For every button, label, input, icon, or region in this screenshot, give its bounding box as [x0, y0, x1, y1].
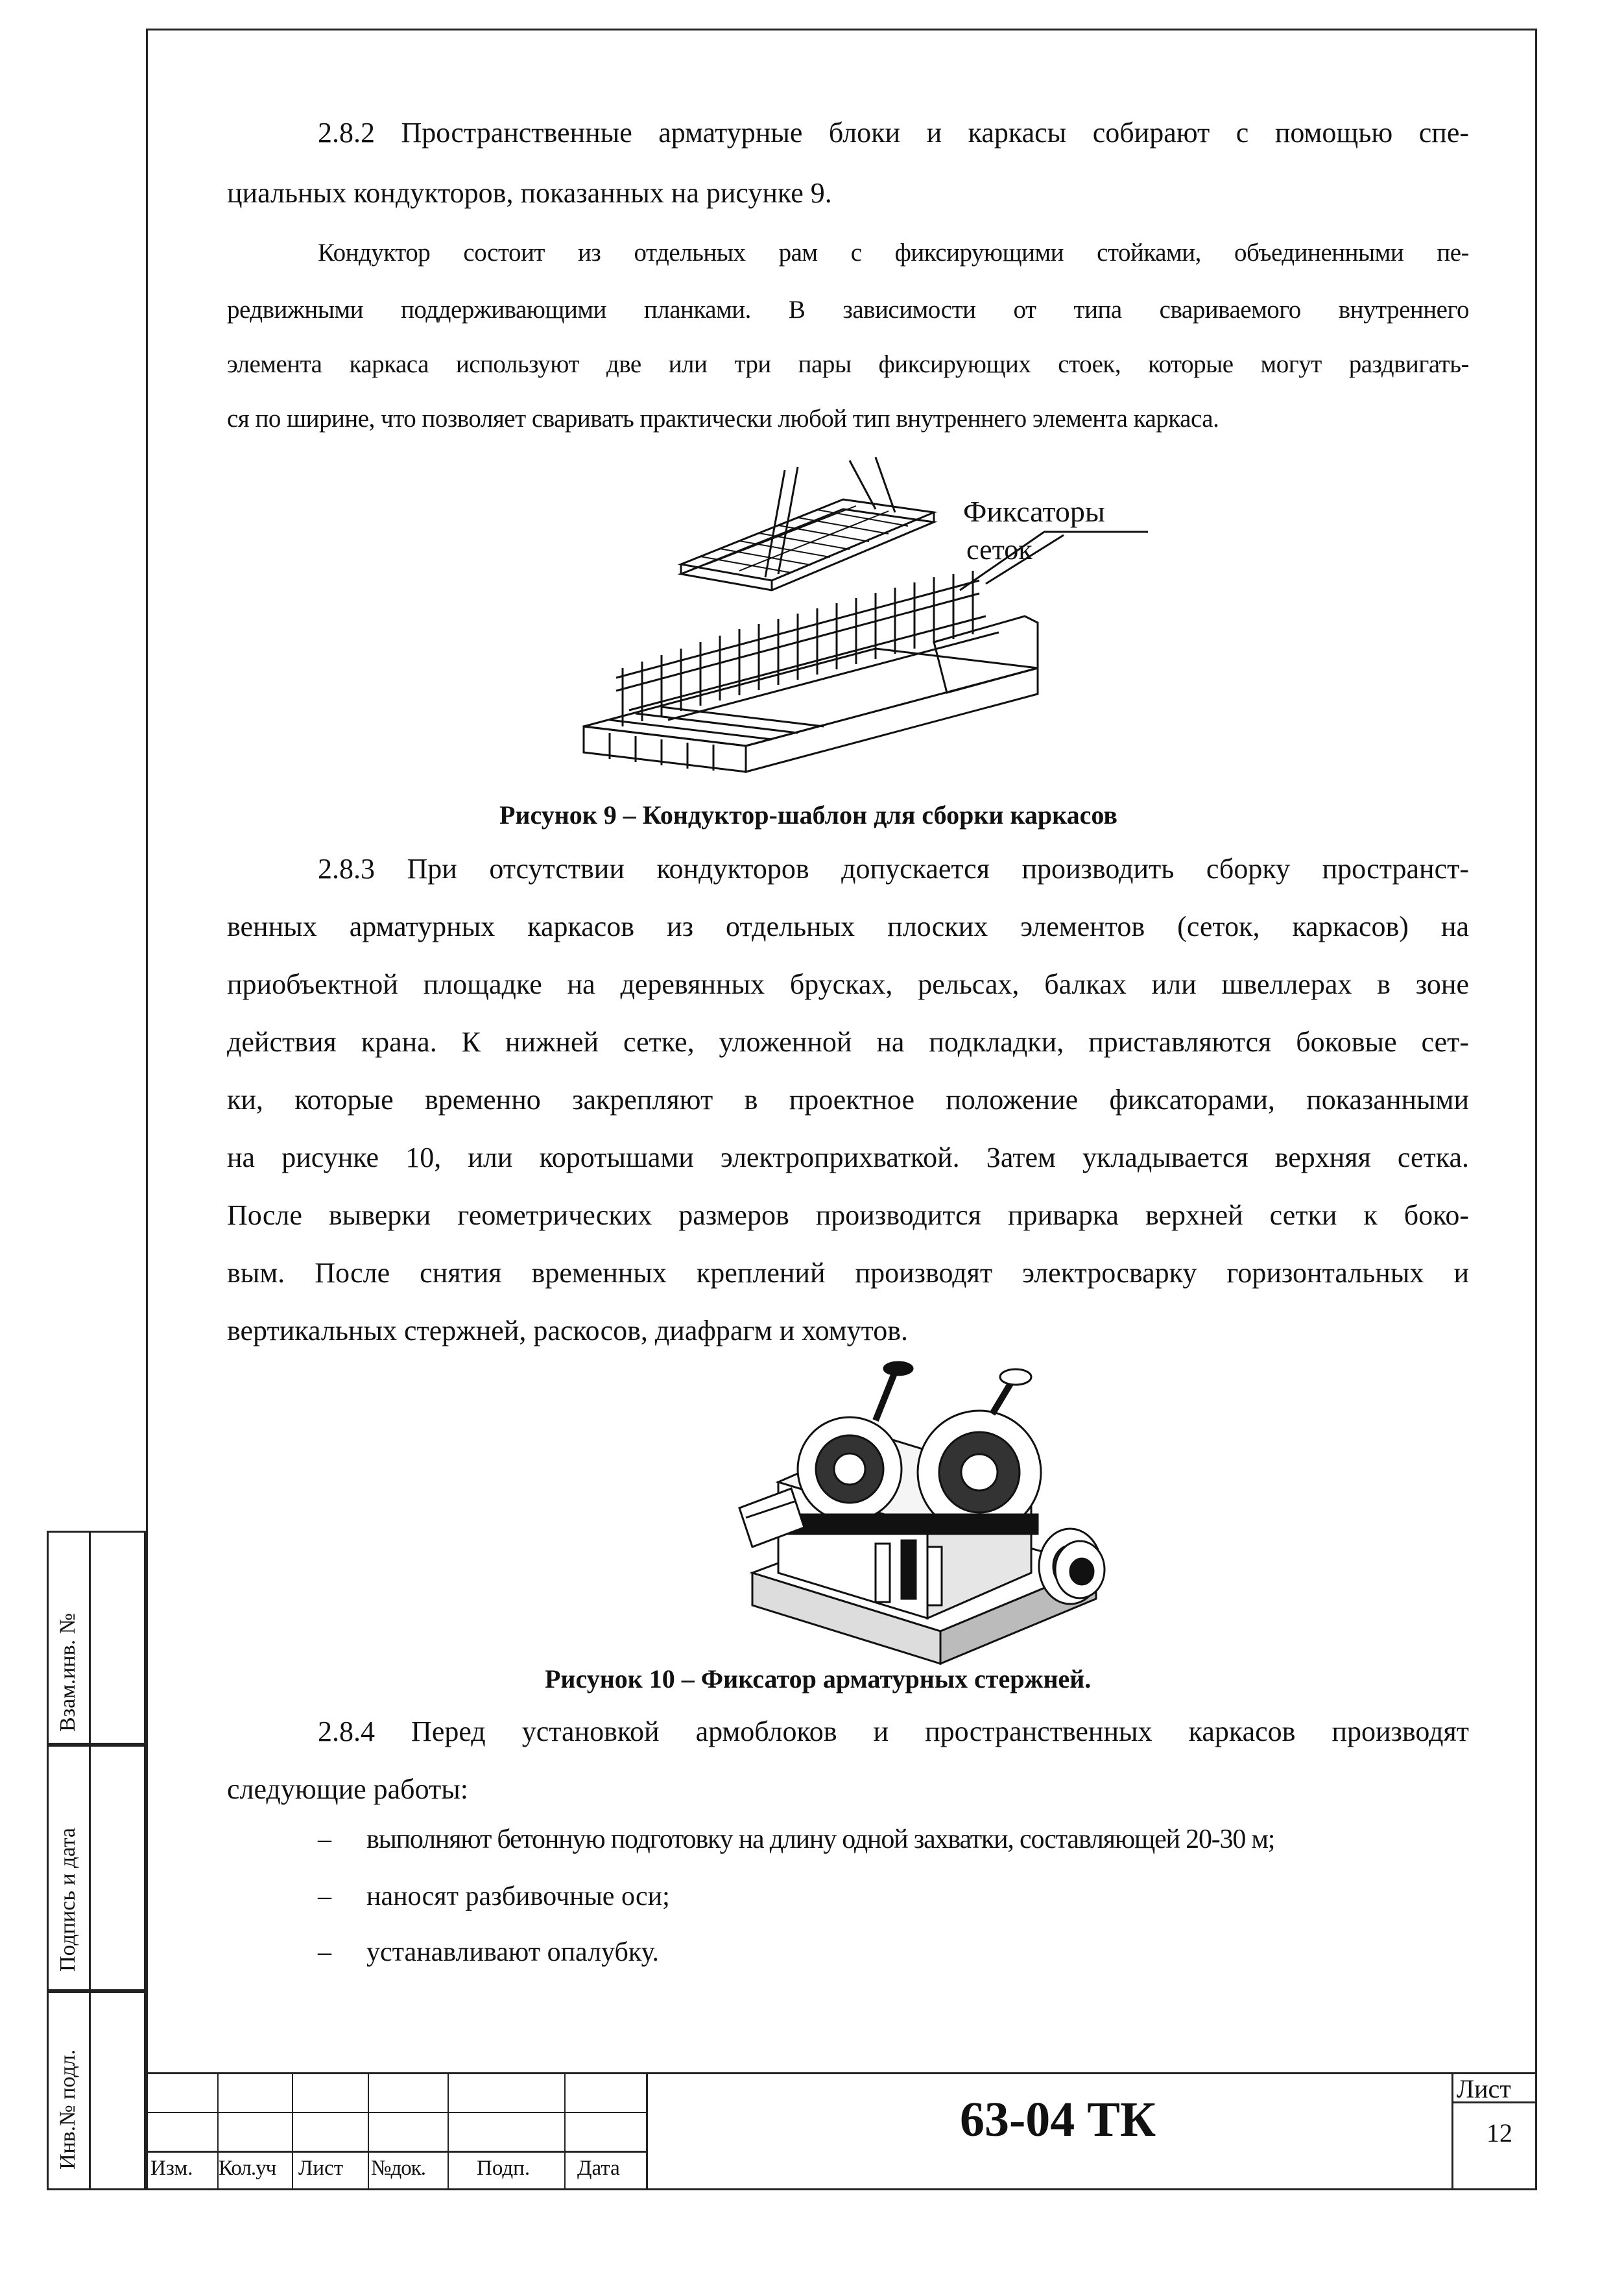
- side-label-vzam: Взам.инв. №: [56, 1612, 80, 1732]
- col-ndok: №док.: [371, 2157, 426, 2180]
- text-line: 2.8.2 Пространственные арматурные блоки и каркасы собирают с помощью спе-: [318, 117, 1469, 149]
- text-line: действия крана. К нижней сетке, уложенной на подкладки, приставляются боковые сет-: [227, 1026, 1469, 1058]
- rev-col-line: [448, 2072, 449, 2190]
- text-line: венных арматурных каркасов из отдельных плоских элементов (сеток, каркасов) на: [227, 911, 1469, 942]
- text-line: вым. После снятия временных креплений производят электросварку горизонтальных и: [227, 1257, 1469, 1289]
- text-line: элемента каркаса используют две или три пары фиксирующих стоек, которые могут раздвигать-: [227, 350, 1469, 378]
- text-line: 2.8.4 Перед установкой армоблоков и пространственных каркасов производят: [318, 1716, 1469, 1747]
- bullet-dash: –: [318, 1937, 331, 1967]
- rev-row-line: [146, 2151, 647, 2153]
- side-label-podpis: Подпись и дата: [56, 1828, 80, 1972]
- col-data: Дата: [577, 2157, 620, 2180]
- text-line: вертикальных стержней, раскосов, диафрагм и хомутов.: [227, 1315, 909, 1346]
- text-line: приобъектной площадке на деревянных брусках, рельсах, балках или швеллерах в зоне: [227, 968, 1469, 1000]
- title-block-top-line: [146, 2072, 1537, 2074]
- bullet-dash: –: [318, 1882, 331, 1911]
- bullet-dash: –: [318, 1824, 331, 1854]
- figure-9-label-setok: сеток: [966, 534, 1033, 566]
- col-izm: Изм.: [150, 2157, 193, 2180]
- side-label-inv: Инв.№ подл.: [56, 2049, 80, 2170]
- sheet-label: Лист: [1457, 2074, 1511, 2103]
- document-code: 63-04 ТК: [960, 2092, 1156, 2147]
- bullet-item: устанавливают опалубку.: [366, 1937, 659, 1967]
- rev-row-line: [146, 2112, 647, 2113]
- text-line: После выверки геометрических размеров производится приварка верхней сетки к боко-: [227, 1199, 1469, 1231]
- figure-10-caption: Рисунок 10 – Фиксатор арматурных стержней.: [545, 1664, 1092, 1693]
- sheet-number: 12: [1487, 2118, 1512, 2147]
- rev-col-line: [292, 2072, 293, 2190]
- figure-10-fixator-drawing: [733, 1359, 1109, 1683]
- col-list: Лист: [298, 2157, 344, 2180]
- text-line: следующие работы:: [227, 1773, 469, 1805]
- text-line: 2.8.3 При отсутствии кондукторов допускается производить сборку пространст-: [318, 853, 1469, 885]
- text-line: ся по ширине, что позволяет сваривать практически любой тип внутреннего элемента каркаса.: [227, 405, 1219, 433]
- text-line: ки, которые временно закрепляют в проектное положение фиксаторами, показанными: [227, 1084, 1469, 1116]
- col-kol-uch: Кол.уч: [219, 2157, 276, 2180]
- text-line: Кондуктор состоит из отдельных рам с фиксирующими стойками, объединенными пе-: [318, 239, 1469, 267]
- rev-col-line: [368, 2072, 369, 2190]
- rev-col-line: [646, 2072, 648, 2190]
- bullet-item: наносят разбивочные оси;: [366, 1882, 670, 1911]
- bullet-item: выполняют бетонную подготовку на длину одной захватки, составляющей 20-30 м;: [366, 1824, 1275, 1854]
- text-line: редвижными поддерживающими планками. В зависимости от типа свариваемого внутреннего: [227, 296, 1469, 324]
- figure-9-label-fixators: Фиксаторы: [963, 495, 1105, 528]
- figure-9-caption: Рисунок 9 – Кондуктор-шаблон для сборки каркасов: [499, 800, 1117, 830]
- text-line: циальных кондукторов, показанных на рисунке 9.: [227, 177, 832, 209]
- col-podp: Подп.: [477, 2157, 531, 2180]
- sheet-col-line: [1451, 2072, 1453, 2190]
- text-line: на рисунке 10, или коротышами электроприхваткой. Затем укладывается верхняя сетка.: [227, 1142, 1469, 1173]
- rev-col-line: [564, 2072, 566, 2190]
